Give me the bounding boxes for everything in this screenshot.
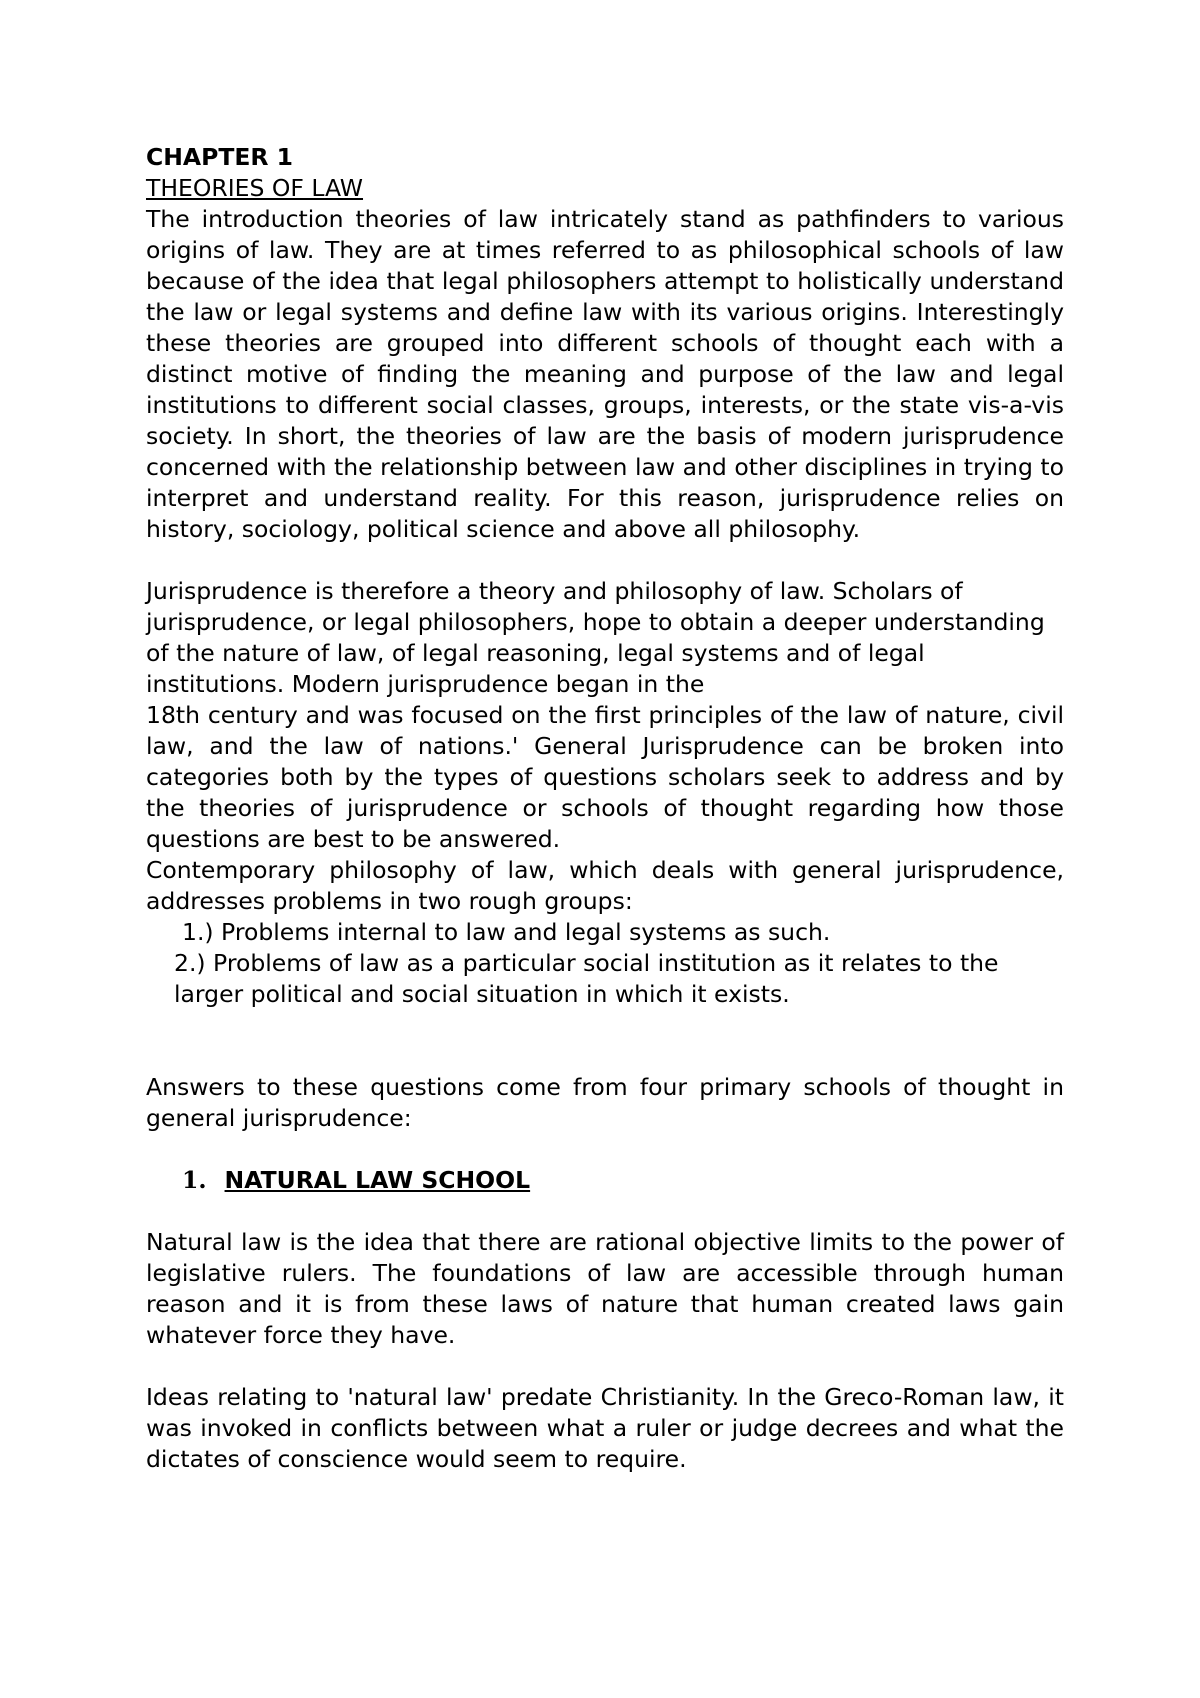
chapter-label: CHAPTER 1 bbox=[146, 143, 294, 171]
list-item: 2.) Problems of law as a particular social institution as it relates to the larger political and social situation in which it exists. bbox=[174, 949, 999, 1008]
section-number: 1. bbox=[182, 1166, 207, 1194]
paragraph-gap bbox=[146, 545, 1064, 576]
jurisprudence-paragraph-b: 18th century and was focused on the first principles of the law of nature, civil law, and the law of nations.' General Jurisprudence can be broken into categories both by the types of questions scholars seek to address and by the theories of jurisprudence or schools of thought regarding how those questions are best to be answered. bbox=[146, 701, 1064, 853]
paragraph-gap bbox=[146, 1010, 1064, 1072]
paragraph-gap bbox=[146, 1351, 1064, 1382]
problems-list bbox=[146, 917, 1064, 1010]
paragraph-gap bbox=[146, 1134, 1064, 1165]
chapter-subtitle: THEORIES OF LAW bbox=[146, 174, 364, 202]
intro-paragraph: The introduction theories of law intricately stand as pathfinders to various origins of law. They are at times referred to as philosophical schools of law because of the idea that legal philosophers attempt to holistically understand the law or legal systems and define law with its various origins. Interestingly these theories are grouped into different schools of thought each with a distinct motive of finding the meaning and purpose of the law and legal institutions to different social classes, groups, interests, or the state vis-a-vis society. In short, the theories of law are the basis of modern jurisprudence concerned with the relationship between law and other disciplines in trying to interpret and understand reality. For this reason, jurisprudence relies on history, sociology, political science and above all philosophy. bbox=[146, 205, 1064, 543]
list-item: 1.) Problems internal to law and legal systems as such. bbox=[182, 918, 831, 946]
section-heading bbox=[146, 1165, 1064, 1196]
section-title: NATURAL LAW SCHOOL bbox=[224, 1166, 531, 1194]
paragraph-gap bbox=[146, 1196, 1064, 1227]
natural-law-paragraph-1: Natural law is the idea that there are rational objective limits to the power of legislative rulers. The foundations of law are accessible through human reason and it is from these laws of nature that human created laws gain whatever force they have. bbox=[146, 1228, 1064, 1349]
jurisprudence-paragraph-a: Jurisprudence is therefore a theory and philosophy of law. Scholars of jurisprudence, or legal philosophers, hope to obtain a deeper understanding of the nature of law, of legal reasoning, legal systems and of legal institutions. Modern jurisprudence began in the bbox=[146, 577, 1045, 698]
answers-paragraph: Answers to these questions come from four primary schools of thought in general jurisprudence: bbox=[146, 1073, 1064, 1132]
contemporary-paragraph: Contemporary philosophy of law, which deals with general jurisprudence, addresses problems in two rough groups: bbox=[146, 856, 1064, 915]
natural-law-paragraph-2: Ideas relating to 'natural law' predate Christianity. In the Greco-Roman law, it was invoked in conflicts between what a ruler or judge decrees and what the dictates of conscience would seem to require. bbox=[146, 1383, 1064, 1473]
document-page bbox=[146, 142, 1064, 1475]
